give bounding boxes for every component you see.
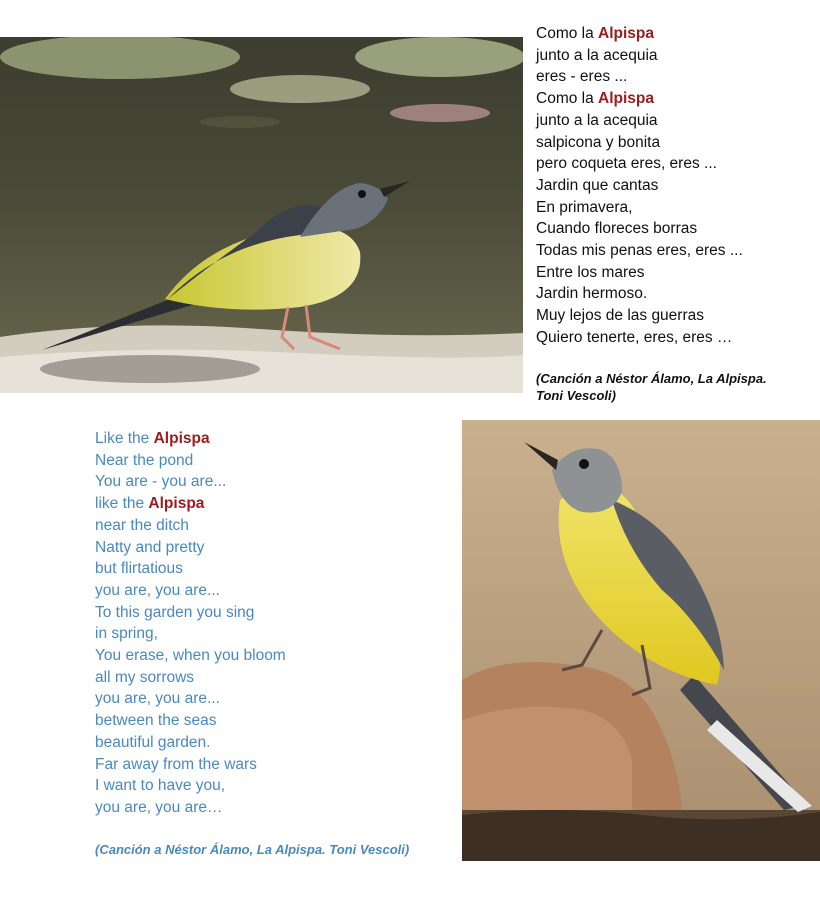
- english-poem-line-text: you are, you are...: [95, 690, 220, 708]
- spanish-poem-line: [536, 175, 743, 197]
- spanish-poem-line: [536, 197, 743, 219]
- english-poem-line: [95, 493, 286, 515]
- english-poem-line: [95, 710, 286, 732]
- english-poem-line: [95, 537, 286, 559]
- english-poem-line: [95, 645, 286, 667]
- spanish-poem-line-text: Como la: [536, 25, 599, 42]
- english-poem-line: [95, 623, 286, 645]
- spanish-poem-line-text: Quiero tenerte, eres, eres …: [536, 328, 733, 346]
- english-caption: (Canción a Néstor Álamo, La Alpispa. Toni Vescoli): [95, 842, 410, 857]
- english-poem-line-text: I want to have you,: [95, 777, 226, 795]
- english-poem-line: [95, 775, 286, 797]
- bird-name: Alpispa: [153, 430, 210, 447]
- spanish-poem-line-text: Jardin que cantas: [536, 176, 659, 194]
- spanish-poem-line-text: Como la: [536, 90, 599, 108]
- spanish-poem-line: [536, 110, 743, 132]
- spanish-poem-line: [536, 88, 743, 110]
- spanish-poem-line-text: pero coqueta eres, eres ...: [536, 155, 717, 173]
- spanish-poem-line: [536, 66, 743, 88]
- english-poem-line: [95, 667, 286, 689]
- spanish-poem-line-text: Jardin hermoso.: [536, 285, 648, 303]
- english-poem-line-text: Far away from the wars: [95, 755, 257, 773]
- spanish-poem-line: [536, 262, 743, 284]
- spanish-poem-line-text: eres - eres ...: [536, 68, 628, 86]
- english-poem-line-text: Like the: [95, 430, 154, 447]
- english-poem-line-text: You are - you are...: [95, 473, 227, 491]
- wagtail-pond-illustration: [0, 37, 523, 393]
- english-poem-line: [95, 515, 286, 537]
- spanish-poem-line: [536, 153, 743, 175]
- wagtail-rock-photo: [462, 420, 820, 861]
- spanish-poem-line-text: Entre los mares: [536, 263, 645, 281]
- spanish-poem-line: [536, 327, 743, 349]
- spanish-poem-line-text: En primavera,: [536, 198, 633, 216]
- english-poem: [95, 428, 286, 819]
- spanish-poem-line-text: Muy lejos de las guerras: [536, 307, 704, 325]
- wagtail-pond-photo: [0, 37, 523, 393]
- english-poem-line-text: You erase, when you bloom: [95, 647, 286, 665]
- english-poem-line: [95, 428, 286, 450]
- english-poem-line: [95, 754, 286, 776]
- bird-name: Alpispa: [598, 90, 655, 108]
- spanish-poem: [536, 23, 743, 349]
- spanish-poem-line-text: junto a la acequia: [536, 111, 658, 129]
- spanish-caption: (Canción a Néstor Álamo, La Alpispa. Toni Vescoli): [536, 371, 767, 403]
- spanish-poem-line: [536, 240, 743, 262]
- wagtail-rock-illustration: [462, 420, 820, 861]
- english-poem-line-text: but flirtatious: [95, 560, 183, 578]
- bird-name: Alpispa: [148, 495, 205, 513]
- english-poem-line: [95, 580, 286, 602]
- spanish-poem-line: [536, 23, 743, 45]
- english-poem-line: [95, 732, 286, 754]
- english-poem-line-text: in spring,: [95, 625, 158, 643]
- english-poem-line: [95, 471, 286, 493]
- spanish-poem-line-text: junto a la acequia: [536, 46, 658, 64]
- english-poem-line-text: you are, you are...: [95, 581, 220, 599]
- english-poem-line-text: near the ditch: [95, 516, 189, 534]
- spanish-poem-line: [536, 132, 743, 154]
- english-poem-line-text: like the: [95, 495, 149, 513]
- english-poem-line: [95, 558, 286, 580]
- spanish-poem-line: [536, 218, 743, 240]
- spanish-poem-line: [536, 45, 743, 67]
- english-poem-line: [95, 797, 286, 819]
- english-poem-line: [95, 602, 286, 624]
- bird-name: Alpispa: [598, 25, 655, 42]
- english-poem-line-text: between the seas: [95, 712, 217, 730]
- spanish-poem-line: [536, 305, 743, 327]
- spanish-poem-line-text: Cuando floreces borras: [536, 220, 698, 238]
- english-poem-line-text: all my sorrows: [95, 668, 195, 686]
- english-poem-line: [95, 450, 286, 472]
- spanish-poem-line-text: salpicona y bonita: [536, 133, 661, 151]
- english-poem-line-text: Natty and pretty: [95, 538, 205, 556]
- english-poem-line-text: beautiful garden.: [95, 733, 211, 751]
- spanish-poem-line-text: Todas mis penas eres, eres ...: [536, 242, 743, 260]
- english-poem-line-text: To this garden you sing: [95, 603, 255, 621]
- english-poem-line-text: Near the pond: [95, 451, 194, 469]
- english-poem-line-text: you are, you are…: [95, 798, 223, 816]
- spanish-poem-line: [536, 283, 743, 305]
- english-poem-line: [95, 688, 286, 710]
